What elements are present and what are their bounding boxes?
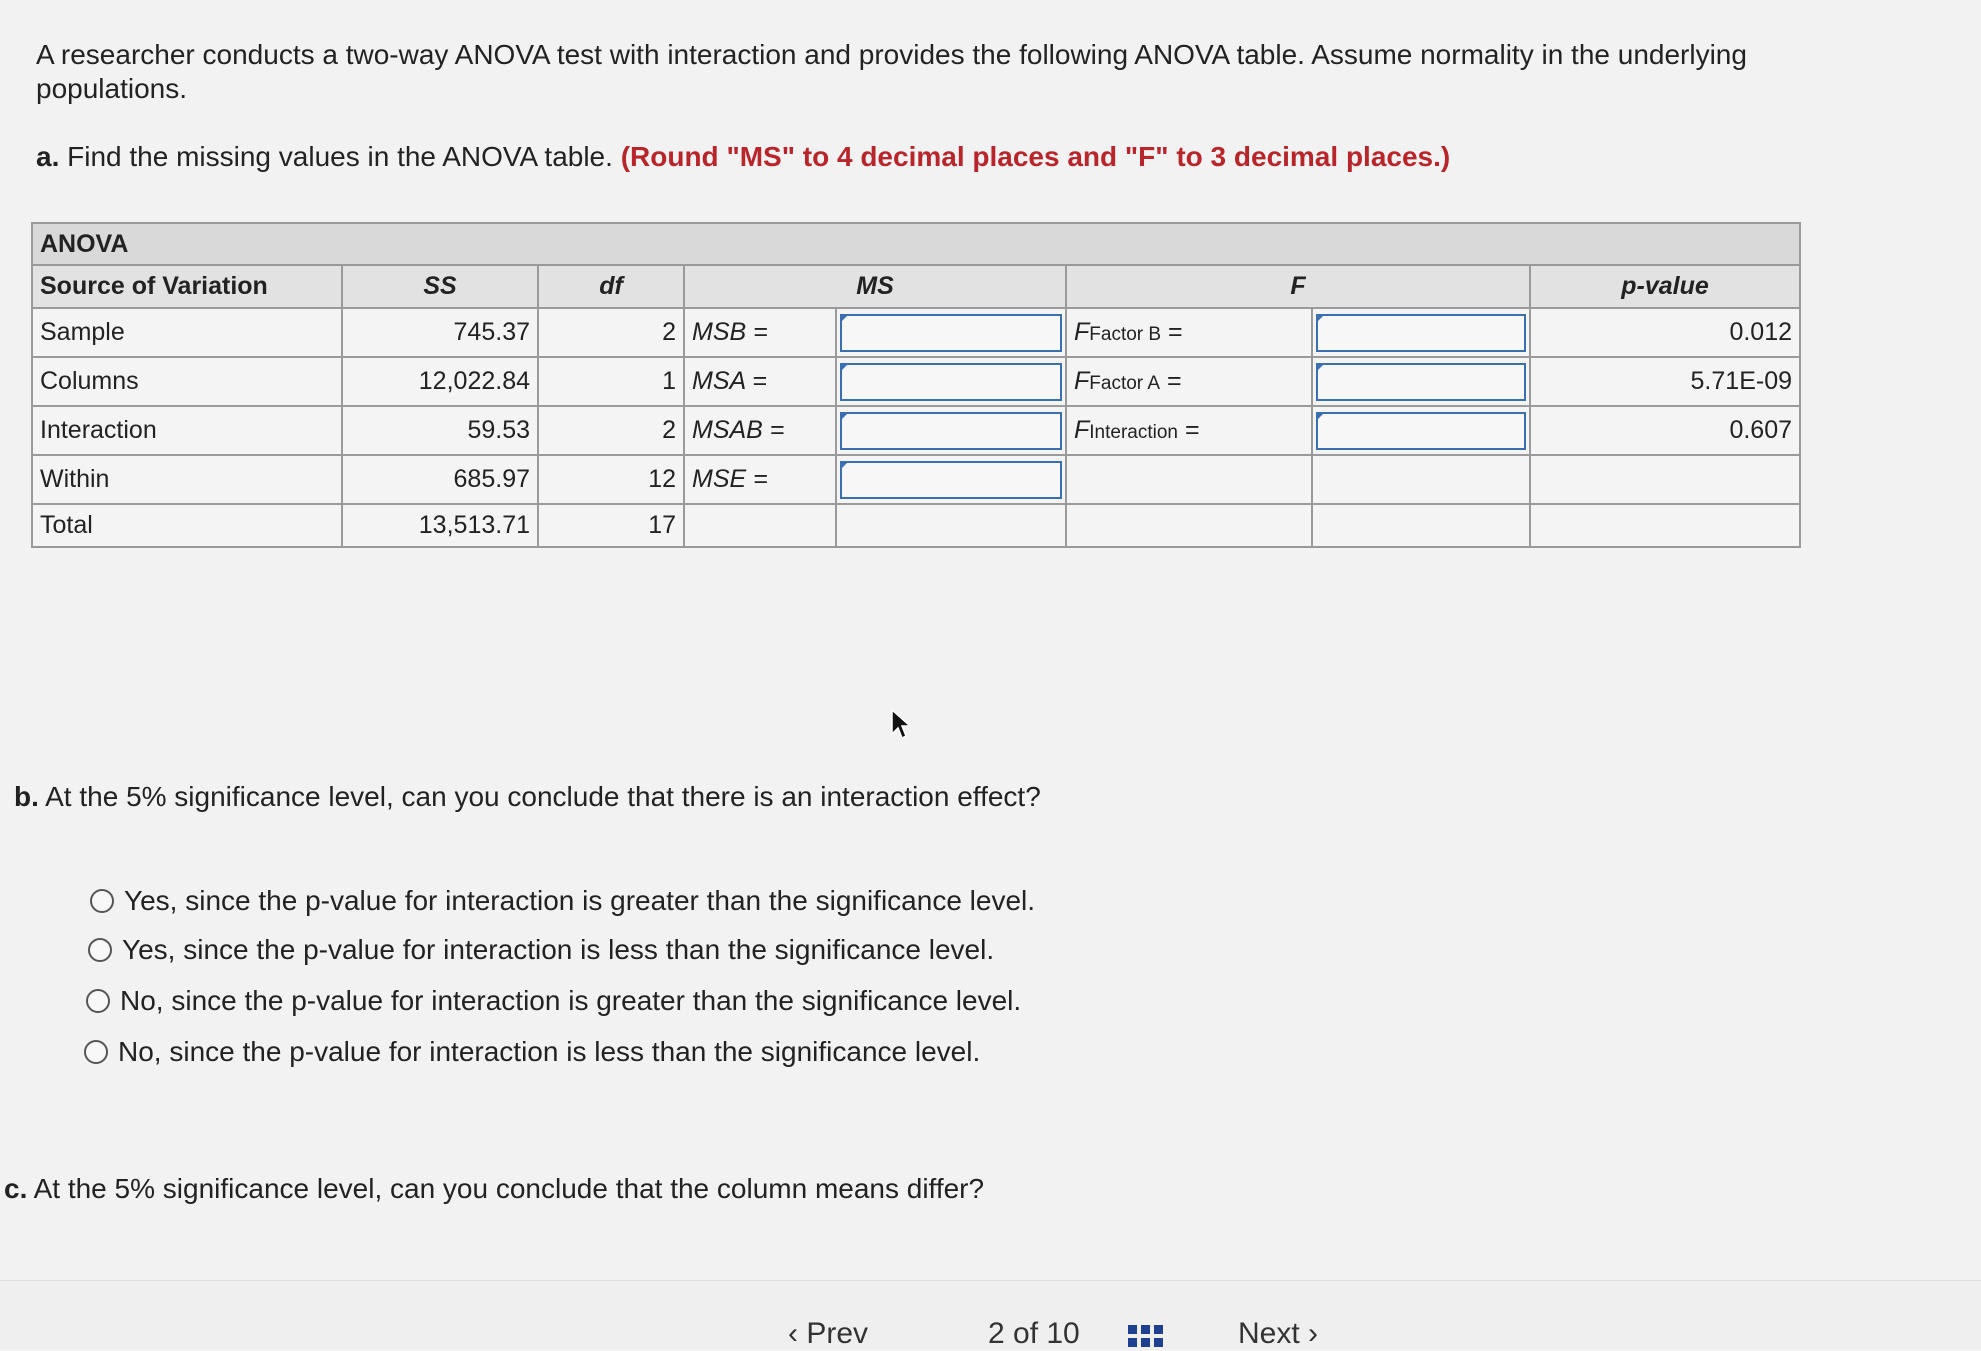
prev-button[interactable]: ‹ Prev [788, 1317, 869, 1350]
part-a-label: a. [36, 141, 60, 172]
option-2[interactable] [88, 933, 994, 967]
empty-cell [1066, 455, 1312, 504]
header-source: Source of Variation [32, 265, 342, 308]
part-b-label: b. [14, 781, 39, 812]
row-df: 1 [538, 357, 684, 406]
ms-label: MSE = [684, 455, 836, 504]
msb-input[interactable] [840, 314, 1062, 352]
row-source: Interaction [32, 406, 342, 455]
part-a-text: Find the missing values in the ANOVA table. [67, 141, 613, 172]
f-cell [1312, 406, 1530, 455]
table-row [32, 504, 1800, 547]
row-df: 17 [538, 504, 684, 547]
question-intro: A researcher conducts a two-way ANOVA test with interaction and provides the following ANOVA table. Assume normality in the underlying populations. [36, 39, 1747, 104]
ms-label: MSAB = [684, 406, 836, 455]
row-df: 2 [538, 308, 684, 357]
table-row [32, 455, 1800, 504]
header-ss: SS [342, 265, 538, 308]
ms-cell [836, 357, 1066, 406]
part-a-prompt [36, 140, 1450, 174]
anova-header-row [32, 265, 1800, 308]
f-equals: = [1168, 318, 1183, 346]
row-ss: 13,513.71 [342, 504, 538, 547]
mse-input[interactable] [840, 461, 1062, 499]
option-3[interactable] [86, 984, 1021, 1018]
anova-table [31, 222, 1801, 548]
option-label: No, since the p-value for interaction is less than the significance level. [118, 1036, 981, 1067]
f-symbol: F [1074, 416, 1090, 444]
header-f: F [1066, 265, 1530, 308]
row-source: Sample [32, 308, 342, 357]
radio-button[interactable] [84, 1040, 108, 1064]
msa-input[interactable] [840, 363, 1062, 401]
cursor-arrow-icon [890, 708, 912, 740]
part-c-label: c. [4, 1173, 28, 1204]
table-row [32, 406, 1800, 455]
f-factor-b-input[interactable] [1316, 314, 1526, 352]
part-b-text: At the 5% significance level, can you conclude that there is an interaction effect? [45, 781, 1041, 812]
anova-title: ANOVA [32, 223, 1800, 265]
grid-icon[interactable] [1128, 1325, 1164, 1349]
option-label: No, since the p-value for interaction is greater than the significance level. [120, 985, 1022, 1016]
empty-cell [1066, 504, 1312, 547]
row-ss: 745.37 [342, 308, 538, 357]
f-interaction-input[interactable] [1316, 412, 1526, 450]
option-label: Yes, since the p-value for interaction is less than the significance level. [122, 934, 995, 965]
part-b-prompt [14, 780, 1041, 814]
empty-cell [836, 504, 1066, 547]
row-p-value: 5.71E-09 [1530, 357, 1800, 406]
f-equals: = [1166, 367, 1182, 395]
row-source: Within [32, 455, 342, 504]
empty-cell [1530, 504, 1800, 547]
header-p-value: p-value [1530, 265, 1800, 308]
empty-cell [1530, 455, 1800, 504]
row-df: 12 [538, 455, 684, 504]
radio-button[interactable] [86, 989, 110, 1013]
row-df: 2 [538, 406, 684, 455]
f-subscript: Factor A [1089, 373, 1161, 394]
part-c-prompt [4, 1172, 984, 1206]
msab-input[interactable] [840, 412, 1062, 450]
option-label: Yes, since the p-value for interaction is greater than the significance level. [124, 885, 1036, 916]
row-ss: 12,022.84 [342, 357, 538, 406]
f-factor-a-input[interactable] [1316, 363, 1526, 401]
bottom-navigation [0, 1280, 1981, 1349]
page-indicator: 2 of 10 [988, 1317, 1080, 1350]
f-cell [1312, 357, 1530, 406]
part-c-text: At the 5% significance level, can you conclude that the column means differ? [33, 1173, 985, 1204]
ms-label: MSB = [684, 308, 836, 357]
header-ms: MS [684, 265, 1066, 308]
ms-cell [836, 406, 1066, 455]
row-p-value: 0.012 [1530, 308, 1800, 357]
row-source: Columns [32, 357, 342, 406]
anova-title-row [32, 223, 1800, 265]
header-df: df [538, 265, 684, 308]
empty-cell [1312, 504, 1530, 547]
option-4[interactable] [84, 1035, 980, 1069]
ms-cell [836, 455, 1066, 504]
ms-label: MSA = [684, 357, 836, 406]
table-row [32, 308, 1800, 357]
f-label [1066, 406, 1312, 455]
empty-cell [1312, 455, 1530, 504]
f-subscript: Interaction [1089, 422, 1179, 443]
row-source: Total [32, 504, 342, 547]
f-cell [1312, 308, 1530, 357]
part-a-instruction: (Round "MS" to 4 decimal places and "F" to 3 decimal places.) [620, 141, 1451, 172]
f-subscript: Factor B [1089, 324, 1162, 345]
f-symbol: F [1074, 367, 1090, 395]
f-label [1066, 357, 1312, 406]
f-equals: = [1184, 416, 1200, 444]
radio-button[interactable] [90, 889, 114, 913]
next-button[interactable]: Next › [1238, 1317, 1319, 1350]
f-symbol: F [1074, 318, 1090, 346]
row-ss: 685.97 [342, 455, 538, 504]
ms-cell [836, 308, 1066, 357]
f-label [1066, 308, 1312, 357]
radio-button[interactable] [88, 938, 112, 962]
row-ss: 59.53 [342, 406, 538, 455]
table-row [32, 357, 1800, 406]
row-p-value: 0.607 [1530, 406, 1800, 455]
option-1[interactable] [90, 884, 1035, 918]
empty-cell [684, 504, 836, 547]
